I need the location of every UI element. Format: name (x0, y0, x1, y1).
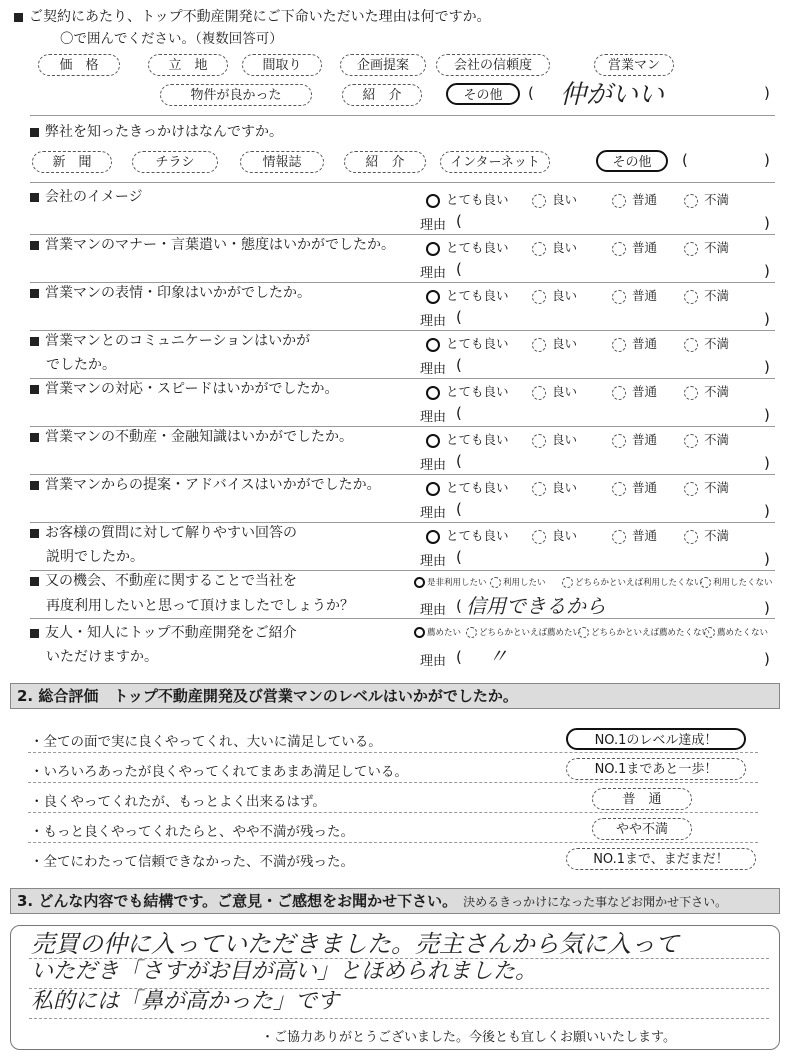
rating-option[interactable]: 普通 (612, 526, 657, 544)
radio-circle-icon (612, 434, 626, 448)
q2-option-other[interactable]: その他 (596, 150, 668, 172)
q1-other-answer: 仲がいい (560, 80, 665, 110)
radio-circle-icon (532, 242, 546, 256)
rating-option[interactable]: とても良い (426, 526, 509, 544)
radio-circle-icon (532, 482, 546, 496)
q1-option-salesperson[interactable]: 営業マン (594, 54, 674, 76)
open-paren: ( (456, 597, 462, 615)
q-refer-line1: 友人・知人にトップ不動産開発をご紹介 (30, 624, 297, 642)
radio-circle-icon (532, 434, 546, 448)
reason-label: 理由 (420, 654, 447, 669)
close-paren: ) (764, 262, 770, 280)
divider (29, 1018, 769, 1019)
q1-option-floorplan[interactable]: 間取り (242, 54, 322, 76)
radio-circle-icon (466, 627, 477, 638)
radio-circle-icon (532, 386, 546, 400)
refer-option-rather-no[interactable]: どちらかといえば薦めたくない (578, 626, 710, 638)
rating-option[interactable]: 不満 (684, 334, 729, 352)
comment-line: 私的には「鼻が高かった」です (31, 989, 340, 1014)
q2-option-flyer[interactable]: チラシ (132, 151, 218, 173)
close-paren: ) (764, 454, 770, 472)
rating-option[interactable]: 普通 (612, 382, 657, 400)
q1-subtitle: 〇で囲んでください。（複数回答可） (60, 31, 283, 47)
radio-circle-icon (704, 627, 715, 638)
rating-option[interactable]: 不満 (684, 478, 729, 496)
radio-circle-icon (426, 482, 440, 496)
rating-option[interactable]: 良い (532, 526, 577, 544)
radio-circle-icon (684, 530, 698, 544)
reuse-option-yes[interactable]: 利用したい (490, 576, 546, 588)
divider (30, 570, 775, 571)
refer-option-rather-yes[interactable]: どちらかといえば薦めたい (466, 626, 581, 638)
close-paren: ) (764, 599, 770, 617)
divider (30, 426, 775, 427)
radio-circle-icon (532, 530, 546, 544)
q2-option-magazine[interactable]: 情報誌 (240, 151, 324, 173)
divider (30, 378, 775, 379)
divider (28, 842, 758, 843)
q1-option-good-property[interactable]: 物件が良かった (160, 84, 312, 106)
q1-option-company-trust[interactable]: 会社の信頼度 (436, 54, 550, 76)
q-reuse-line2: 再度利用したいと思って頂けましたでしょうか？ (46, 598, 354, 614)
divider (30, 182, 775, 183)
rating-option[interactable]: 不満 (684, 382, 729, 400)
reason-label: 理由 (420, 554, 447, 569)
radio-circle-icon (700, 577, 711, 588)
radio-circle-icon (532, 338, 546, 352)
radio-circle-icon (426, 386, 440, 400)
divider (30, 618, 775, 619)
bullet-square-icon (30, 577, 39, 586)
radio-circle-icon (426, 194, 440, 208)
open-paren: ( (456, 356, 462, 374)
divider (30, 474, 775, 475)
rating-option[interactable]: とても良い (426, 190, 509, 208)
eval-item-text: ・全ての面で実に良くやってくれ、大いに満足している。 (30, 734, 382, 750)
open-paren: ( (456, 500, 462, 518)
bullet-square-icon (30, 481, 39, 490)
q1-option-price[interactable]: 価 格 (38, 54, 120, 76)
bullet-square-icon (14, 13, 23, 22)
rating-option[interactable]: 普通 (612, 238, 657, 256)
q2-option-newspaper[interactable]: 新 聞 (32, 151, 112, 173)
rating-option[interactable]: 普通 (612, 286, 657, 304)
rating-option[interactable]: 不満 (684, 430, 729, 448)
reason-label: 理由 (420, 458, 447, 473)
radio-circle-icon (684, 338, 698, 352)
open-paren: ( (456, 548, 462, 566)
footer-thanks: ・ご協力ありがとうございました。今後とも宜しくお願いいたします。 (261, 1030, 676, 1045)
divider (28, 812, 758, 813)
radio-circle-icon (612, 530, 626, 544)
rating-option[interactable]: 不満 (684, 526, 729, 544)
rating-option[interactable]: 不満 (684, 238, 729, 256)
bullet-square-icon (30, 193, 39, 202)
eval-badge[interactable]: 普 通 (592, 788, 692, 810)
open-paren: ( (456, 452, 462, 470)
rating-option[interactable]: 不満 (684, 190, 729, 208)
rating-option[interactable]: 良い (532, 286, 577, 304)
open-paren: ( (528, 84, 534, 102)
rating-option[interactable]: 不満 (684, 286, 729, 304)
rating-question: 会社のイメージ (30, 188, 143, 206)
radio-circle-icon (684, 290, 698, 304)
radio-circle-icon (490, 577, 501, 588)
comment-line: いただき「さすがお目が高い」とほめられました。 (31, 959, 538, 984)
close-paren: ) (764, 406, 770, 424)
q2-option-internet[interactable]: インターネット (440, 151, 550, 173)
refer-option-yes[interactable]: 薦めたい (414, 626, 461, 638)
reason-label: 理由 (420, 506, 447, 521)
radio-circle-icon (426, 530, 440, 544)
q1-option-other[interactable]: その他 (446, 83, 520, 105)
reason-label: 理由 (420, 603, 447, 618)
rating-option[interactable]: とても良い (426, 382, 509, 400)
rating-option[interactable]: 普通 (612, 190, 657, 208)
open-paren: ( (456, 212, 462, 230)
refer-reason-answer: 〃 (488, 644, 508, 668)
q1-title: ご契約にあたり、トップ不動産開発にご下命いただいた理由は何ですか。 (14, 8, 491, 26)
q1-option-planning[interactable]: 企画提案 (340, 54, 426, 76)
reason-label: 理由 (420, 218, 447, 233)
eval-item-text: ・全てにわたって信頼できなかった、不満が残った。 (30, 854, 354, 870)
bullet-square-icon (30, 529, 39, 538)
radio-circle-icon (426, 290, 440, 304)
radio-circle-icon (414, 627, 425, 638)
radio-circle-icon (684, 386, 698, 400)
reuse-reason-answer: 信用できるから (466, 594, 606, 618)
q1-option-referral[interactable]: 紹 介 (342, 84, 422, 106)
reuse-option-no[interactable]: 利用したくない (700, 576, 773, 588)
rating-question-line2: 説明でしたか。 (46, 549, 144, 565)
radio-circle-icon (612, 242, 626, 256)
q2-title: 弊社を知ったきっかけはなんですか。 (30, 123, 283, 141)
rating-question: 営業マンのマナー・言葉遣い・態度はいかがでしたか。 (30, 236, 395, 254)
rating-option[interactable]: とても良い (426, 238, 509, 256)
reuse-option-rather-not[interactable]: どちらかといえば利用したくない (562, 576, 703, 588)
rating-option[interactable]: 良い (532, 238, 577, 256)
bullet-square-icon (30, 289, 39, 298)
close-paren: ) (764, 358, 770, 376)
radio-circle-icon (684, 482, 698, 496)
rating-option[interactable]: 良い (532, 430, 577, 448)
bullet-square-icon (30, 128, 39, 137)
eval-item-text: ・良くやってくれたが、もっとよく出来るはず。 (30, 794, 326, 810)
rating-question: 営業マンの不動産・金融知識はいかがでしたか。 (30, 428, 353, 446)
radio-circle-icon (612, 386, 626, 400)
divider (30, 282, 775, 283)
rating-question: 営業マンの対応・スピードはいかがでしたか。 (30, 380, 338, 398)
rating-option[interactable]: とても良い (426, 286, 509, 304)
open-paren: ( (456, 308, 462, 326)
close-paren: ) (764, 310, 770, 328)
rating-question: お客様の質問に対して解りやすい回答の (30, 524, 297, 542)
radio-circle-icon (612, 194, 626, 208)
refer-option-no[interactable]: 薦めたくない (704, 626, 768, 638)
rating-question-line2: でしたか。 (46, 357, 116, 373)
rating-option[interactable]: とても良い (426, 478, 509, 496)
rating-question: 営業マンとのコミュニケーションはいかが (30, 332, 310, 350)
divider (28, 752, 758, 753)
radio-circle-icon (684, 194, 698, 208)
eval-badge[interactable]: NO.1のレベル達成！ (566, 728, 746, 750)
eval-badge[interactable]: NO.1まであと一歩！ (566, 758, 746, 780)
section3-title: 3. どんな内容でも結構です。ご意見・ご感想をお聞かせ下さい。 決めるきっかけになった事などお聞かせ下さい。 (10, 888, 780, 914)
rating-question: 営業マンからの提案・アドバイスはいかがでしたか。 (30, 476, 381, 494)
divider (30, 234, 775, 235)
bullet-square-icon (30, 385, 39, 394)
eval-badge[interactable]: やや不満 (592, 818, 692, 840)
rating-option[interactable]: とても良い (426, 334, 509, 352)
divider (28, 782, 758, 783)
radio-circle-icon (578, 627, 589, 638)
rating-option[interactable]: 良い (532, 190, 577, 208)
radio-circle-icon (532, 194, 546, 208)
close-paren: ) (764, 550, 770, 568)
bullet-square-icon (30, 629, 39, 638)
rating-question: 営業マンの表情・印象はいかがでしたか。 (30, 284, 311, 302)
rating-option[interactable]: 良い (532, 382, 577, 400)
close-paren: ) (764, 502, 770, 520)
comment-box[interactable] (10, 925, 780, 1050)
q1-option-location[interactable]: 立 地 (148, 54, 228, 76)
rating-option[interactable]: 普通 (612, 430, 657, 448)
close-paren: ) (764, 84, 770, 102)
radio-circle-icon (612, 482, 626, 496)
rating-option[interactable]: 普通 (612, 334, 657, 352)
radio-circle-icon (562, 577, 573, 588)
open-paren: ( (456, 404, 462, 422)
divider (30, 522, 775, 523)
open-paren: ( (682, 151, 688, 169)
close-paren: ) (764, 151, 770, 169)
comment-line: 売買の仲に入っていただきました。売主さんから気に入って (31, 930, 679, 958)
rating-option[interactable]: 良い (532, 478, 577, 496)
open-paren: ( (456, 648, 462, 666)
radio-circle-icon (414, 577, 425, 588)
radio-circle-icon (426, 434, 440, 448)
radio-circle-icon (684, 242, 698, 256)
eval-item-text: ・もっと良くやってくれたらと、やや不満が残った。 (30, 824, 354, 840)
divider (30, 115, 775, 116)
radio-circle-icon (612, 338, 626, 352)
reason-label: 理由 (420, 362, 447, 377)
close-paren: ) (764, 214, 770, 232)
rating-option[interactable]: とても良い (426, 430, 509, 448)
q2-option-referral[interactable]: 紹 介 (344, 151, 426, 173)
bullet-square-icon (30, 241, 39, 250)
reuse-option-definitely[interactable]: 是非利用したい (414, 576, 487, 588)
radio-circle-icon (426, 338, 440, 352)
reason-label: 理由 (420, 314, 447, 329)
q-reuse-line1: 又の機会、不動産に関することで当社を (30, 572, 297, 590)
radio-circle-icon (612, 290, 626, 304)
reason-label: 理由 (420, 266, 447, 281)
rating-option[interactable]: 普通 (612, 478, 657, 496)
section2-title: 2. 総合評価 トップ不動産開発及び営業マンのレベルはいかがでしたか。 (10, 683, 780, 709)
q-refer-line2: いただけますか。 (46, 649, 158, 665)
reason-label: 理由 (420, 410, 447, 425)
open-paren: ( (456, 260, 462, 278)
divider (30, 330, 775, 331)
close-paren: ) (764, 650, 770, 668)
radio-circle-icon (532, 290, 546, 304)
radio-circle-icon (426, 242, 440, 256)
eval-badge[interactable]: NO.1まで、まだまだ！ (566, 848, 756, 870)
bullet-square-icon (30, 433, 39, 442)
radio-circle-icon (684, 434, 698, 448)
bullet-square-icon (30, 337, 39, 346)
eval-item-text: ・いろいろあったが良くやってくれてまあまあ満足している。 (30, 764, 408, 780)
rating-option[interactable]: 良い (532, 334, 577, 352)
